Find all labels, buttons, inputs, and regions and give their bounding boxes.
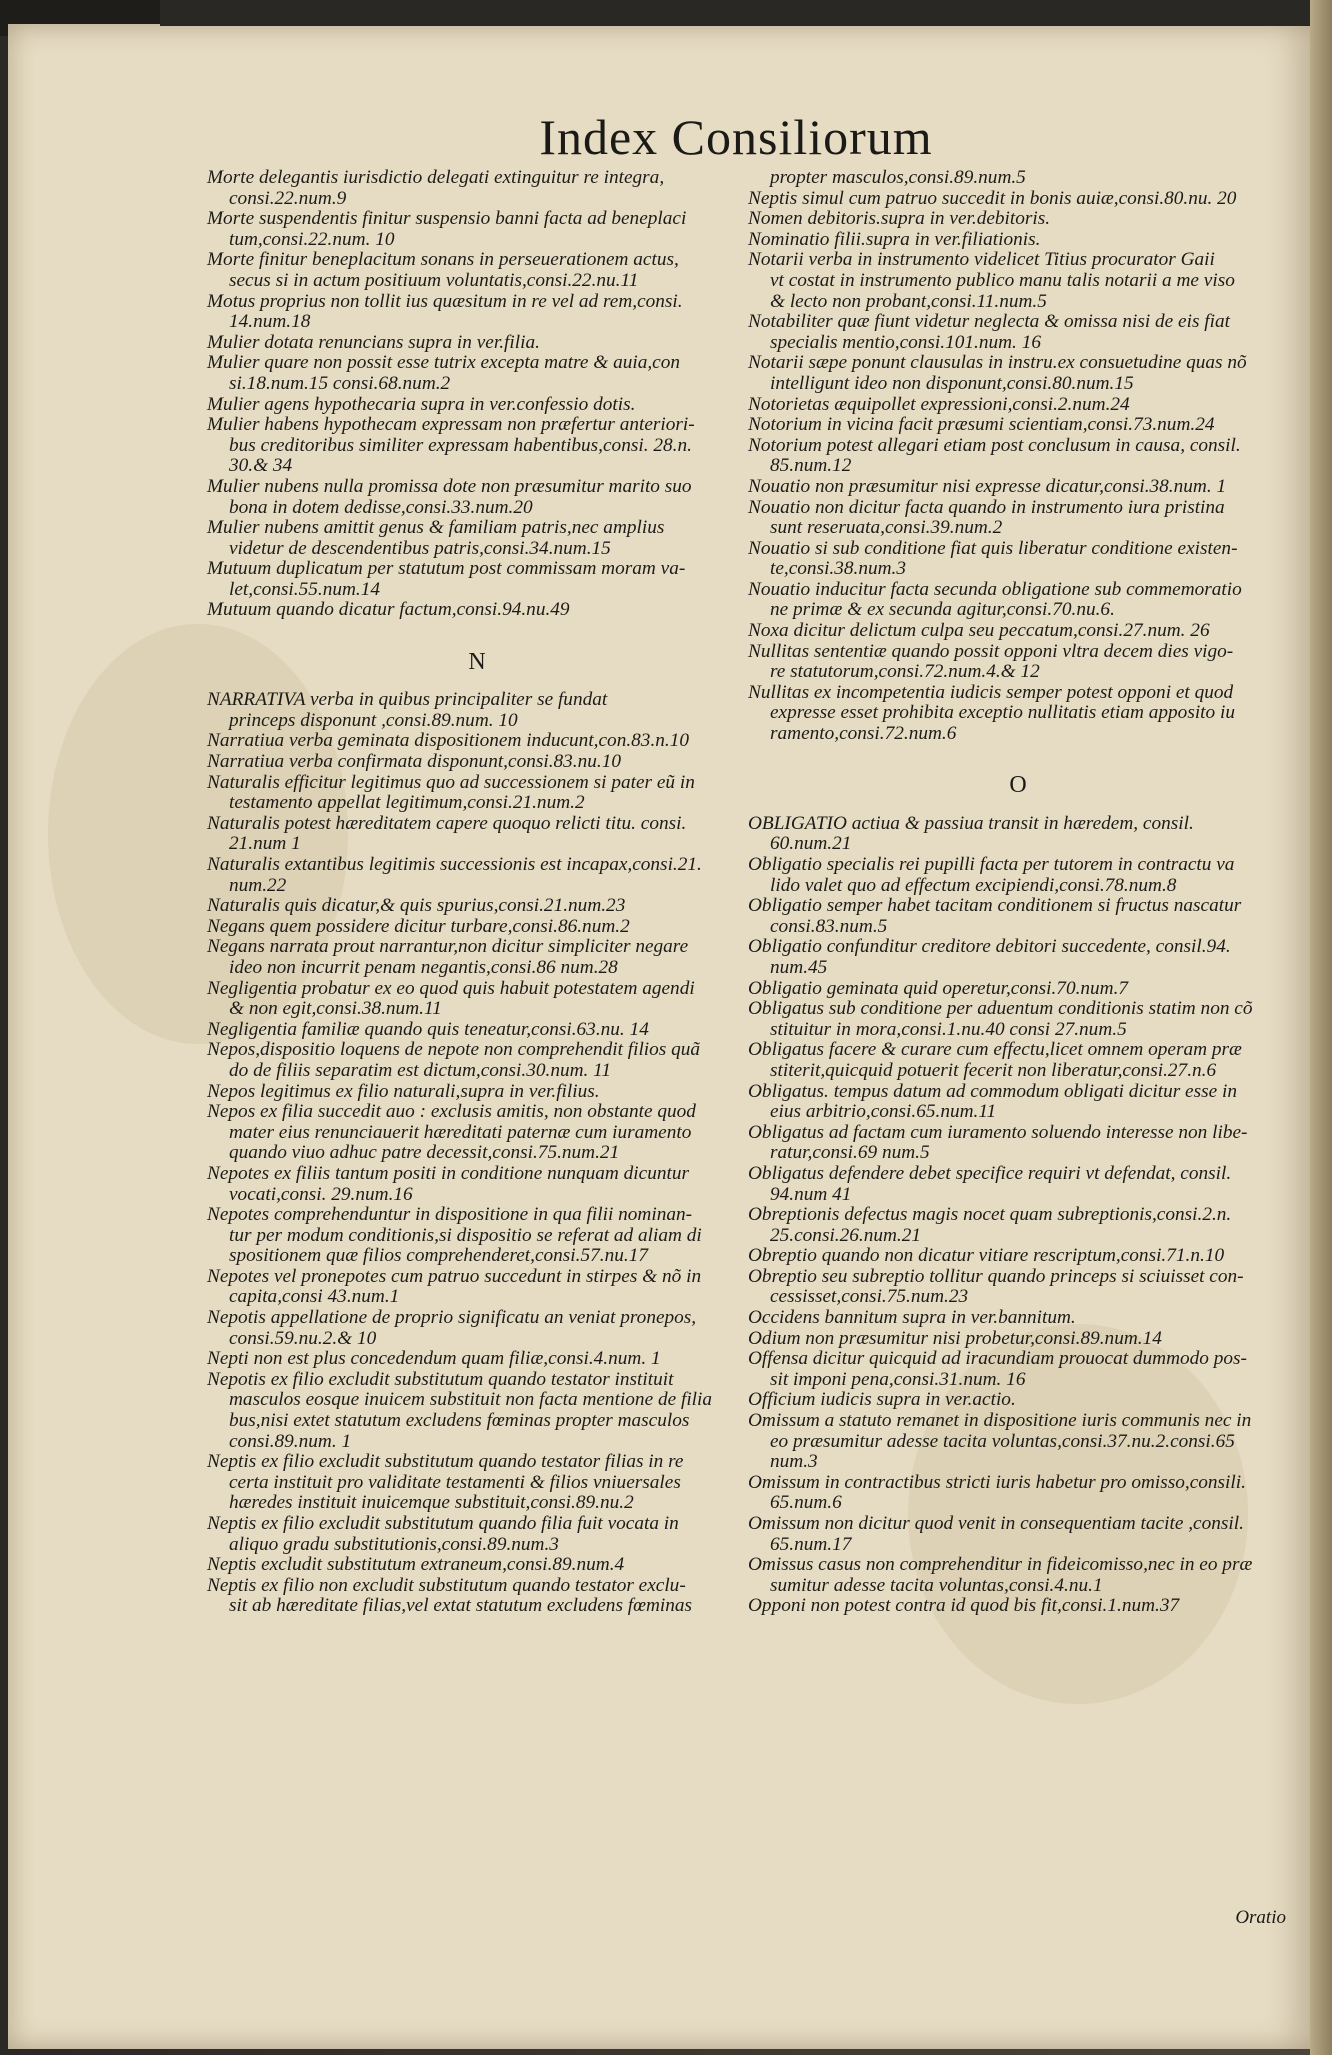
blank-line	[207, 621, 747, 642]
page-fore-edge	[1310, 0, 1332, 2055]
index-entry-line: Nouatio inducitur facta secunda obligatione sub commemoratio	[748, 578, 1242, 600]
index-entry-line: ramento,consi.72.num.6	[770, 723, 957, 745]
index-entry-line: re statutorum,consi.72.num.4.& 12	[770, 661, 1040, 683]
index-entry-line: Morte suspendentis finitur suspensio banni facta ad beneplaci	[207, 208, 687, 230]
index-entry-line: intelligunt ideo non disponunt,consi.80.num.15	[770, 372, 1134, 394]
index-entry-line: 60.num.21	[770, 833, 852, 855]
index-entry-line: Nepti non est plus concedendum quam filiæ,consi.4.num. 1	[207, 1348, 661, 1370]
index-entry-line: Opponi non potest contra id quod bis fit,consi.1.num.37	[748, 1595, 1180, 1617]
index-entry-line: 65.num.17	[770, 1533, 852, 1555]
index-entry-line: Obreptio quando non dicatur vitiare rescriptum,consi.71.n.10	[748, 1245, 1225, 1267]
index-entry-line: sumitur adesse tacita voluntas,consi.4.nu.1	[770, 1574, 1103, 1596]
index-entry-line: tur per modum conditionis,si dispositio se referat ad aliam di	[229, 1224, 702, 1246]
index-entry-line: Nepos legitimus ex filio naturali,supra in ver.filius.	[207, 1080, 600, 1102]
index-entry-line: 85.num.12	[770, 455, 852, 477]
index-entry-line: 14.num.18	[229, 311, 311, 333]
index-entry-line: Neptis ex filio excludit substitutum quando filia fuit vocata in	[207, 1513, 679, 1534]
index-entry-line: Neptis simul cum patruo succedit in bonis auiæ,consi.80.nu. 20	[748, 187, 1237, 209]
index-entry-line: Nouatio non dicitur facta quando in instrumento iura pristina	[748, 496, 1225, 518]
index-entry-line: Negligentia familiæ quando quis teneatur,consi.63.nu. 14	[207, 1018, 649, 1040]
index-entry-line: Mulier agens hypothecaria supra in ver.confessio dotis.	[207, 393, 636, 415]
index-entry-line: Nepos,dispositio loquens de nepote non comprehendit filios quã	[207, 1039, 701, 1061]
index-entry-line: Mulier nubens nulla promissa dote non præsumitur marito suo	[207, 475, 692, 497]
index-entry-line: sit ab hæreditate filias,vel extat statutum excludens fœminas	[229, 1595, 693, 1617]
index-entry-line: Neptis ex filio excludit substitutum quando testator filias in re	[207, 1451, 684, 1473]
index-entry-line: stituitur in mora,consi.1.nu.40 consi 27.num.5	[770, 1018, 1127, 1040]
index-entry-line: hæredes instituit inuicemque substituit,consi.89.nu.2	[229, 1492, 634, 1514]
index-entry-line: Neptis ex filio non excludit substitutum quando testator exclu-	[207, 1574, 686, 1596]
index-entry-line: Offensa dicitur quicquid ad iracundiam prouocat dummodo pos-	[748, 1348, 1247, 1370]
index-entry-line: ne primæ & ex secunda agitur,consi.70.nu.6.	[770, 599, 1115, 621]
index-entry-line: Odium non præsumitur nisi probetur,consi.89.num.14	[748, 1327, 1162, 1349]
index-entry-line: Nepotes vel pronepotes cum patruo succedunt in stirpes & nõ in	[207, 1265, 702, 1287]
index-entry-line: 94.num 41	[770, 1183, 852, 1205]
index-entry-line: Obligatio geminata quid operetur,consi.70.num.7	[748, 977, 1129, 999]
index-entry-line: vt costat in instrumento publico manu talis notarii a me viso	[770, 269, 1235, 291]
index-entry-line: Negans narrata prout narrantur,non dicitur simpliciter negare	[207, 936, 689, 958]
index-entry-line: Nullitas ex incompetentia iudicis semper potest opponi et quod	[748, 681, 1234, 703]
index-entry-line: stiterit,quicquid potuerit fecerit non liberatur,consi.27.n.6	[770, 1059, 1217, 1081]
index-entry-line: sit imponi pena,consi.31.num. 16	[770, 1368, 1026, 1390]
index-entry-line: Nepotes ex filiis tantum positi in conditione nunquam dicuntur	[207, 1162, 689, 1184]
index-entry-line: mater eius renunciauerit hæreditati paternæ cum iuramento	[229, 1121, 692, 1143]
index-entry-line: Naturalis efficitur legitimus quo ad successionem si pater eũ in	[207, 771, 695, 793]
index-entry-line: let,consi.55.num.14	[229, 578, 381, 600]
index-entry-line: Obligatus. tempus datum ad commodum obligati dicitur esse in	[748, 1080, 1237, 1102]
index-entry-line: spositionem quæ filios comprehenderet,consi.57.nu.17	[229, 1245, 648, 1267]
index-entry-line: consi.22.num.9	[229, 187, 347, 209]
index-entry-line: Mulier habens hypothecam expressam non præfertur anteriori-	[207, 414, 695, 436]
index-entry-line: num.45	[770, 956, 828, 978]
index-entry-line: Mulier quare non possit esse tutrix excepta matre & auia,con	[207, 352, 681, 374]
index-entry-line: Obligatio confunditur creditore debitori succedente, consil.94.	[748, 936, 1231, 958]
index-entry-line: Notabiliter quæ fiunt videtur neglecta & omissa nisi de eis fiat	[748, 311, 1231, 333]
index-entry-line: Morte delegantis iurisdictio delegati extinguitur re integra,	[207, 167, 665, 188]
index-entry-line: Notorietas æquipollet expressioni,consi.2.num.24	[748, 393, 1130, 415]
index-entry-line: Mulier nubens amittit genus & familiam patris,nec amplius	[207, 517, 665, 539]
index-entry-line: expresse esset prohibita exceptio nullitatis etiam apposito iu	[770, 702, 1235, 724]
index-entry-line: OBLIGATIO actiua & passiua transit in hæredem, consil.	[748, 812, 1194, 834]
index-entry-line: Obligatus ad factam cum iuramento soluendo interesse non libe-	[748, 1121, 1248, 1143]
index-entry-line: specialis mentio,consi.101.num. 16	[770, 331, 1041, 353]
index-entry-line: Naturalis extantibus legitimis successionis est incapax,consi.21.	[207, 854, 702, 875]
right-index-column	[748, 168, 1288, 1617]
index-entry-line: Obligatus defendere debet specifice requiri vt defendat, consil.	[748, 1162, 1232, 1184]
index-entry-line: bus creditoribus similiter expressam habentibus,consi. 28.n.	[229, 434, 692, 456]
index-entry-line: Morte finitur beneplacitum sonans in perseuerationem actus,	[207, 249, 679, 271]
page-title: Index Consiliorum	[539, 109, 933, 165]
index-entry-line: Motus proprius non tollit ius quæsitum in re vel ad rem,consi.	[207, 290, 683, 312]
index-entry-line: si.18.num.15 consi.68.num.2	[229, 372, 451, 394]
index-entry-line: NARRATIVA verba in quibus principaliter se fundat	[207, 689, 608, 711]
index-entry-line: tum,consi.22.num. 10	[229, 228, 395, 250]
index-entry-line: sunt reseruata,consi.39.num.2	[770, 517, 1003, 539]
index-entry-line: Omissum non dicitur quod venit in consequentiam tacite ,consil.	[748, 1513, 1244, 1534]
index-entry-line: te,consi.38.num.3	[770, 558, 907, 580]
index-entry-line: 25.consi.26.num.21	[770, 1224, 922, 1246]
index-entry-line: bona in dotem dedisse,consi.33.num.20	[229, 496, 533, 518]
index-entry-line: videtur de descendentibus patris,consi.34.num.15	[229, 537, 611, 559]
index-entry-line: Obligatus facere & curare cum effectu,licet omnem operam præ	[748, 1039, 1242, 1061]
index-entry-line: masculos eosque inuicem substituit non facta mentione de filia	[229, 1389, 713, 1411]
index-entry-line: do de filiis separatim est dictum,consi.30.num. 11	[229, 1059, 612, 1081]
index-entry-line: certa instituit pro validitate testamenti & filios vniuersales	[229, 1471, 681, 1493]
index-entry-line: Nepotis appellatione de proprio significatu an veniat pronepos,	[207, 1307, 697, 1329]
index-entry-line: Nullitas sententiæ quando possit opponi vltra decem dies vigo-	[748, 640, 1234, 662]
index-entry-line: Mutuum duplicatum per statutum post commissam moram va-	[207, 558, 686, 580]
index-entry-line: Negans quem possidere dicitur turbare,consi.86.num.2	[207, 915, 630, 937]
index-entry-line: Omissus casus non comprehenditur in fideicomisso,nec in eo præ	[748, 1554, 1253, 1576]
index-entry-line: Notarii sæpe ponunt clausulas in instru.ex consuetudine quas nõ	[748, 352, 1247, 374]
index-entry-line: Obligatus sub conditione per aduentum conditionis statim non cõ	[748, 998, 1253, 1020]
index-entry-line: ratur,consi.69 num.5	[770, 1142, 930, 1164]
index-entry-line: Naturalis quis dicatur,& quis spurius,consi.21.num.23	[207, 895, 626, 917]
index-entry-line: Nepotis ex filio excludit substitutum quando testator instituit	[207, 1368, 674, 1390]
index-entry-line: Notorium in vicina facit præsumi scientiam,consi.73.num.24	[748, 414, 1215, 436]
index-entry-line: eo præsumitur adesse tacita voluntas,consi.37.nu.2.consi.65	[770, 1430, 1235, 1452]
index-entry-line: bus,nisi extet statutum excludens fœminas propter masculos	[229, 1410, 690, 1432]
section-letter: O	[1009, 772, 1027, 799]
left-index-column	[207, 168, 747, 1617]
catchword: Oratio	[1235, 1907, 1286, 1928]
index-entry-line: Nomen debitoris.supra in ver.debitoris.	[748, 208, 1051, 230]
index-entry-line: 65.num.6	[770, 1492, 842, 1514]
index-entry-line: cessisset,consi.75.num.23	[770, 1286, 969, 1308]
index-entry-line: lido valet quo ad effectum excipiendi,consi.78.num.8	[770, 874, 1177, 896]
index-entry-line: Negligentia probatur ex eo quod quis habuit potestatem agendi	[207, 977, 695, 999]
index-entry-line: 21.num 1	[229, 833, 301, 855]
index-entry-line: Omissum a statuto remanet in dispositione iuris communis nec in	[748, 1410, 1252, 1432]
index-entry-line: Notarii verba in instrumento videlicet Titius procurator Gaii	[748, 249, 1215, 271]
index-entry-line: ideo non incurrit penam negantis,consi.86 num.28	[229, 956, 618, 978]
index-entry-line: Obligatio semper habet tacitam conditionem si fructus nascatur	[748, 895, 1242, 917]
index-entry-line: num.22	[229, 874, 287, 896]
index-entry-line: aliquo gradu substitutionis,consi.89.num.3	[229, 1533, 559, 1555]
index-entry-line: secus si in actum positiuum voluntatis,consi.22.nu.11	[229, 269, 639, 291]
index-entry-line: consi.83.num.5	[770, 915, 888, 937]
index-entry-line: testamento appellat legitimum,consi.21.num.2	[229, 792, 585, 814]
index-entry-line: eius arbitrio,consi.65.num.11	[770, 1101, 997, 1123]
index-entry-line: Nouatio non præsumitur nisi expresse dicatur,consi.38.num. 1	[748, 475, 1227, 497]
index-entry-line: Nouatio si sub conditione fiat quis liberatur conditione existen-	[748, 537, 1238, 559]
index-entry-line: Officium iudicis supra in ver.actio.	[748, 1389, 1016, 1411]
index-entry-line: & lecto non probant,consi.11.num.5	[770, 290, 1047, 312]
index-entry-line: quando viuo adhuc patre decessit,consi.75.num.21	[229, 1142, 620, 1164]
index-entry-line: Notorium potest allegari etiam post conclusum in causa, consil.	[748, 434, 1241, 456]
index-entry-line: Mutuum quando dicatur factum,consi.94.nu.49	[207, 599, 570, 621]
index-entry-line: Narratiua verba confirmata disponunt,consi.83.nu.10	[207, 751, 622, 773]
index-entry-line: Obreptio seu subreptio tollitur quando princeps si sciuisset con-	[748, 1265, 1244, 1287]
index-entry-line: Neptis excludit substitutum extraneum,consi.89.num.4	[207, 1554, 625, 1576]
index-entry-line: Narratiua verba geminata dispositionem inducunt,con.83.n.10	[207, 730, 690, 752]
index-entry-line: 30.& 34	[229, 455, 293, 477]
index-entry-line: Naturalis potest hæreditatem capere quoquo relicti titu. consi.	[207, 812, 687, 834]
index-entry-line: & non egit,consi.38.num.11	[229, 998, 442, 1020]
index-entry-line: Obligatio specialis rei pupilli facta per tutorem in contractu va	[748, 854, 1235, 875]
index-entry-line: Omissum in contractibus stricti iuris habetur pro omisso,consili.	[748, 1471, 1246, 1493]
top-dark-strip	[160, 0, 1332, 26]
index-entry-line: consi.59.nu.2.& 10	[229, 1327, 377, 1349]
index-entry-line: Nepos ex filia succedit auo : exclusis amitis, non obstante quod	[207, 1101, 696, 1123]
section-letter: N	[468, 648, 486, 675]
index-entry-line: vocati,consi. 29.num.16	[229, 1183, 413, 1205]
index-entry-line: Nominatio filii.supra in ver.filiationis.	[748, 228, 1041, 250]
index-entry-line: capita,consi 43.num.1	[229, 1286, 400, 1308]
index-entry-line: princeps disponunt ,consi.89.num. 10	[229, 709, 518, 731]
index-entry-line: propter masculos,consi.89.num.5	[770, 167, 1026, 188]
index-entry-line: consi.89.num. 1	[229, 1430, 352, 1452]
blank-line	[748, 745, 1288, 766]
index-entry-line: Noxa dicitur delictum culpa seu peccatum,consi.27.num. 26	[748, 620, 1210, 642]
index-entry-line: Mulier dotata renuncians supra in ver.filia.	[207, 331, 540, 353]
index-entry-line: Nepotes comprehenduntur in dispositione in qua filii nominan-	[207, 1204, 693, 1226]
index-entry-line: Occidens bannitum supra in ver.bannitum.	[748, 1307, 1076, 1329]
index-entry-line: Obreptionis defectus magis nocet quam subreptionis,consi.2.n.	[748, 1204, 1232, 1226]
index-entry-line: num.3	[770, 1451, 818, 1473]
